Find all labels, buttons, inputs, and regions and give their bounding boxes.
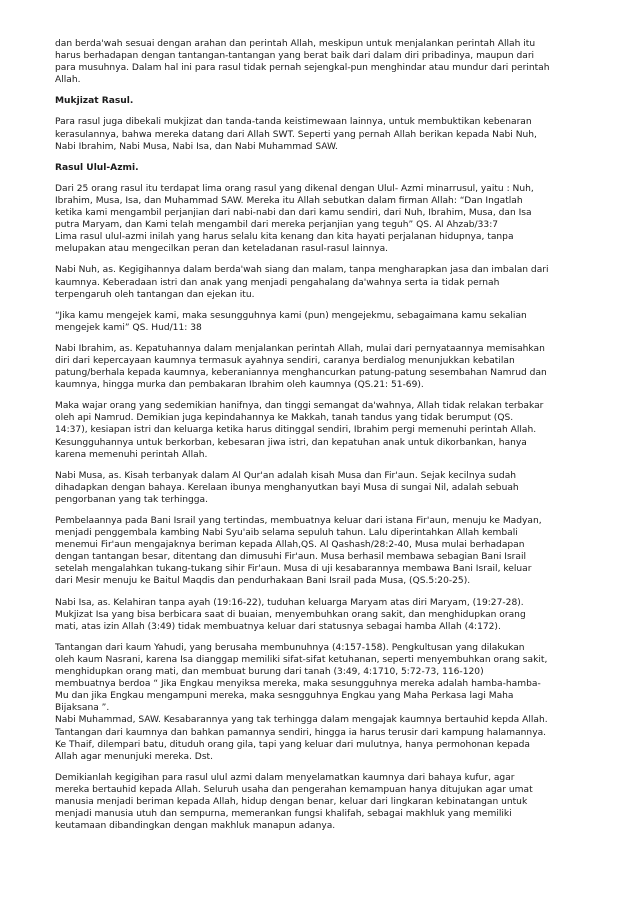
text-line: mati, atas izin Allah (3:49) tidak membuatnya keluar dari statusnya sebagai hamba Allah (4:172). [55, 621, 501, 632]
section-heading: Rasul Ulul-Azmi. [55, 162, 139, 173]
paragraph [55, 400, 587, 460]
text-line: mereka bertauhid kepada Allah. Seluruh usaha dan pengerahan kemampuan hanya ditujukan agar umat [55, 784, 533, 795]
paragraph [55, 470, 587, 506]
text-line: para musuhnya. Dalam hal ini para rasul tidak pernah sejengkal-pun menghindar atau mundur dari perintah [55, 63, 550, 74]
text-line: Mu dan jika Engkau mengampuni mereka, maka sesngguhnya Engkau yang Maha Perkasa lagi Maha [55, 691, 514, 702]
text-line: Maka wajar orang yang sedemikian hanifnya, dan tinggi semangat da'wahnya, Allah tidak relakan terbakar [55, 401, 544, 412]
text-line: pengorbanan yang tak terhingga. [55, 494, 209, 505]
text-line: Mukjizat Isa yang bisa berbicara saat di buaian, menyembuhkan orang sakit, dan menghidupkan orang [55, 609, 526, 620]
text-line: dengan tantangan besar, ditentang dan dimusuhi Fir'aun. Musa berhasil membawa sebagian Bani Israil [55, 552, 527, 563]
paragraph [55, 772, 587, 832]
text-line: Kesungguhannya untuk berkorban, kebesaran jiwa istri, dan kepatuhan anak untuk dikorbankan, hanya [55, 437, 527, 448]
text-line: menemui Fir'aun mengajaknya beriman kepada Allah,QS. Al Qashash/28:2-40, Musa mulai berhadapan [55, 540, 525, 551]
section-heading: Mukjizat Rasul. [55, 96, 134, 107]
text-line: melupakan atau mengecilkan peran dan keteladanan rasul-rasul lainnya. [55, 244, 389, 255]
text-line: Lima rasul ulul-azmi inilah yang harus selalu kita kenang dan kita hayati perjalanan hidupnya, tanpa [55, 232, 514, 243]
text-line: Nabi Isa, as. Kelahiran tanpa ayah (19:16-22), tuduhan keluarga Maryam atas diri Maryam, (19:27-28). [55, 597, 524, 608]
paragraph [55, 310, 587, 334]
text-line: dari Mesir menuju ke Baitul Maqdis dan pendurhakaan Bani Israil pada Musa, (QS.5:20-25). [55, 576, 471, 587]
text-line: setelah mengalahkan tukang-tukang sihir Fir'aun. Musa di uji kesabarannya membawa Bani Israil, keluar [55, 564, 532, 575]
text-line: ketika kami mengambil perjanjian dari nabi-nabi dan dari kamu sendiri, dari Nuh, Ibrahim, Musa, dan Isa [55, 208, 532, 219]
text-line: terpengaruh oleh tantangan dan ejekan itu. [55, 289, 255, 300]
text-line: Nabi Muhammad, SAW. Kesabarannya yang tak terhingga dalam mengajak kaumnya bertauhid kepda Allah. [55, 715, 548, 726]
text-line: menghidupkan orang mati, dan membuat burung dari tanah (3:49, 4:1710, 5:72-73, 116-120) [55, 667, 484, 678]
text-line: karena memenuhi perintah Allah. [55, 449, 208, 460]
text-line: oleh api Namrud. Demikian juga kepindahannya ke Makkah, tanah tandus yang tidak berumput (QS. [55, 413, 514, 424]
text-line: Tantangan dari kaumnya dan bahkan pamannya sendiri, hingga ia harus terusir dari kampung halamannya. [55, 727, 547, 738]
text-line: kaumnya, hingga murka dan pembakaran Ibrahim oleh kaumnya (QS.21: 51-69). [55, 380, 424, 391]
text-line: oleh kaum Nasrani, karena Isa dianggap memiliki sifat-sifat ketuhanan, seperti menyembuhkan orang sakit, [55, 654, 548, 665]
text-line: menjadi penggembala kambing Nabi Syu'aib selama sepuluh tahun. Lalu diperintahkan Allah kembali [55, 528, 518, 539]
text-line: Pembelaannya pada Bani Israil yang tertindas, membuatnya keluar dari istana Fir'aun, menuju ke Madyan, [55, 516, 542, 526]
paragraph [55, 116, 587, 152]
text-line: Nabi Nuh, as. Kegigihannya dalam berda'wah siang dan malam, tanpa mengharapkan jasa dan imbalan dari [55, 265, 549, 276]
text-line: Bijaksana ”. [55, 703, 110, 714]
text-line: Allah agar menunjuki mereka. Dst. [55, 751, 214, 762]
text-line: Para rasul juga dibekali mukjizat dan tanda-tanda keistimewaan lainnya, untuk membuktikan kebenaran [55, 117, 532, 128]
text-line: Nabi Ibrahim, Nabi Musa, Nabi Isa, dan Nabi Muhammad SAW. [55, 141, 338, 152]
text-line: menjadi manusia utuh dan sempurna, memerankan fungsi khalifah, sebagai makhluk yang memiliki [55, 809, 512, 820]
text-line: membuatnya berdoa “ Jika Engkau menyiksa mereka, maka sesungguhnya mereka adalah hamba-hamba- [55, 679, 541, 690]
text-line: kerasulannya, bahwa mereka datang dari Allah SWT. Seperti yang pernah Allah berikan kepada Nabi Nuh, [55, 129, 537, 140]
text-line: 14:37), kesiapan istri dan keluarga ketika harus ditinggal sendiri, Ibrahim pergi memenuhi perintah Allah. [55, 425, 537, 436]
text-line: mengejek kami” QS. Hud/11: 38 [55, 322, 202, 333]
text-line: manusia menjadi beriman kepada Allah, hidup dengan benar, keluar dari lingkaran kebinatangan untuk [55, 796, 528, 807]
paragraph [55, 38, 587, 86]
paragraph [55, 183, 587, 256]
text-line: diri dari kepercayaan kaumnya termasuk ayahnya sendiri, caranya berdialog menunjukkan kebatilan [55, 355, 515, 366]
text-line: kaumnya. Keberadaan istri dan anak yang menjadi pengahalang da'wahnya serta ia tidak pernah [55, 277, 500, 288]
text-line: Demikianlah kegigihan para rasul ulul azmi dalam menyelamatkan kaumnya dari bahaya kufur, agar [55, 772, 515, 783]
paragraph [55, 597, 587, 633]
text-line: putra Maryam, dan Kami telah mengambil dari mereka perjanjian yang teguh” QS. Al Ahzab/33:7 [55, 220, 499, 231]
text-line: Ibrahim, Musa, Isa, dan Muhammad SAW. Mereka itu Allah sebutkan dalam firman Allah: “Dan Ingatlah [55, 195, 523, 206]
text-line: patung/berhala kepada kaumnya, keberaniannya menghancurkan patung-patung sesembahan Namrud dan [55, 368, 547, 379]
text-line: harus berhadapan dengan tantangan-tantangan yang berat baik dari dalam diri pribadinya, maupun dari [55, 51, 535, 62]
text-line: Dari 25 orang rasul itu terdapat lima orang rasul yang dikenal dengan Ulul- Azmi minarrusul, yaitu : Nuh, [55, 183, 534, 194]
text-line: keutamaan dibandingkan dengan makhluk manapun adanya. [55, 821, 336, 832]
paragraph [55, 642, 587, 763]
paragraph [55, 264, 587, 300]
text-line: Allah. [55, 75, 81, 86]
paragraph [55, 343, 587, 391]
text-line: Tantangan dari kaum Yahudi, yang berusaha membunuhnya (4:157-158). Pengkultusan yang dilakukan [55, 642, 525, 653]
paragraph [55, 515, 587, 588]
text-line: dihadapkan dengan bahaya. Kerelaan ibunya menghanyutkan bayi Musa di sungai Nil, adalah sebuah [55, 482, 519, 493]
text-line: Ke Thaif, dilempari batu, dituduh orang gila, tapi yang keluar dari mulutnya, hanya permohonan kepada [55, 739, 531, 750]
text-line: Nabi Musa, as. Kisah terbanyak dalam Al Qur'an adalah kisah Musa dan Fir'aun. Sejak kecilnya sudah [55, 470, 517, 481]
text-line: Nabi Ibrahim, as. Kepatuhannya dalam menjalankan perintah Allah, mulai dari pernyataannya memisahkan [55, 343, 545, 354]
text-line: “Jika kamu mengejek kami, maka sesungguhnya kami (pun) mengejekmu, sebagaimana kamu sekalian [55, 310, 527, 321]
text-line: dan berda'wah sesuai dengan arahan dan perintah Allah, meskipun untuk menjalankan perintah Allah itu [55, 39, 536, 49]
document-page [55, 38, 587, 841]
